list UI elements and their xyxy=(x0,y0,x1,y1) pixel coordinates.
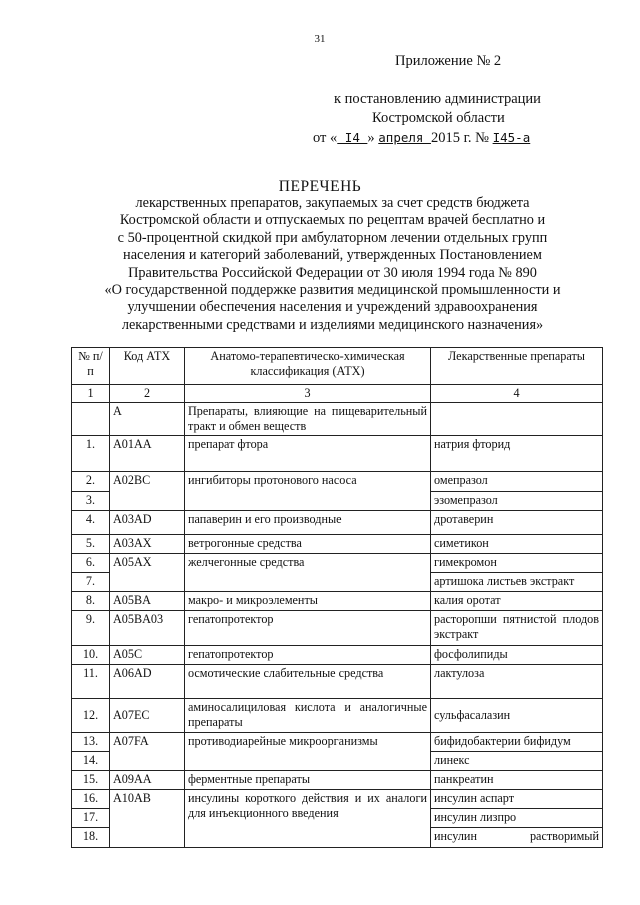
description-line: с 50-процентной скидкой при амбулаторном лечении отдельных групп xyxy=(117,229,548,246)
atc-code: A05AX xyxy=(110,554,185,592)
drug-name: омепразол xyxy=(431,472,603,492)
drug-name: инсулин растворимый xyxy=(431,828,603,848)
section-name: Препараты, влияющие на пищеварительный тракт и обмен веществ xyxy=(185,403,431,436)
table-row xyxy=(72,554,603,573)
column-number: 2 xyxy=(110,385,185,403)
atc-code: A05C xyxy=(110,646,185,665)
table-row xyxy=(72,472,603,492)
table-header-row xyxy=(72,348,603,385)
drug-name: фосфолипиды xyxy=(431,646,603,665)
date-line xyxy=(313,128,530,148)
appendix-title: Приложение № 2 xyxy=(395,53,502,69)
document-number: I45-а xyxy=(492,130,531,145)
header-atc-classification: Анатомо-терапевтическо-химическая классификация (АТХ) xyxy=(185,348,431,385)
atc-code: A01AA xyxy=(110,436,185,472)
resolution-line: к постановлению администрации xyxy=(334,91,541,107)
description-line: населения и категорий заболеваний, утвержденных Постановлением xyxy=(123,247,542,264)
row-number: 4. xyxy=(72,511,110,535)
description-line: Правительства Российской Федерации от 30 июля 1994 года № 890 xyxy=(128,264,537,281)
atc-classification: инсулины короткого действия и их аналоги для инъекционного введения xyxy=(185,790,431,848)
atc-classification: гепатопротектор xyxy=(185,646,431,665)
drug-name: артишока листьев экстракт xyxy=(431,573,603,592)
row-number: 3. xyxy=(72,492,110,511)
row-number: 13. xyxy=(72,733,110,752)
drug-name: расторопши пятнистой плодов экстракт xyxy=(431,611,603,646)
drug-name: линекс xyxy=(431,752,603,771)
drug-name: симетикон xyxy=(431,535,603,554)
drug-name: гимекромон xyxy=(431,554,603,573)
description-line: Костромской области и отпускаемых по рецептам врачей бесплатно и xyxy=(119,212,546,229)
date-prefix: от « xyxy=(313,130,338,146)
atc-code: A05BA xyxy=(110,592,185,611)
row-number: 11. xyxy=(72,665,110,699)
table-row xyxy=(72,511,603,535)
atc-code: A06AD xyxy=(110,665,185,699)
atc-code: A03AD xyxy=(110,511,185,535)
document-title: ПЕРЕЧЕНЬ xyxy=(278,178,362,195)
atc-classification: макро- и микроэлементы xyxy=(185,592,431,611)
row-number: 17. xyxy=(72,809,110,828)
table-row xyxy=(72,665,603,699)
atc-classification: ингибиторы протонового насоса xyxy=(185,472,431,511)
header-atc-code: Код АТХ xyxy=(110,348,185,385)
column-number-row xyxy=(72,385,603,403)
region-line: Костромской области xyxy=(372,110,505,126)
row-number: 16. xyxy=(72,790,110,809)
table-row xyxy=(72,592,603,611)
table-row xyxy=(72,436,603,472)
row-number: 12. xyxy=(72,699,110,733)
atc-classification: противодиарейные микроорганизмы xyxy=(185,733,431,771)
row-number: 10. xyxy=(72,646,110,665)
document-description xyxy=(75,195,590,334)
atc-classification: аминосалициловая кислота и аналогичные препараты xyxy=(185,699,431,733)
drug-name: натрия фторид xyxy=(431,436,603,472)
row-number: 5. xyxy=(72,535,110,554)
description-line: лекарственными средствами и изделиями медицинского назначения» xyxy=(121,316,544,333)
description-line: лекарственных препаратов, закупаемых за счет средств бюджета xyxy=(135,195,530,211)
drug-name: инсулин аспарт xyxy=(431,790,603,809)
atc-classification: ветрогонные средства xyxy=(185,535,431,554)
page-number: 31 xyxy=(314,33,326,45)
drug-name: калия оротат xyxy=(431,592,603,611)
description-line: улучшении обеспечения населения и учреждений здравоохранения xyxy=(127,299,538,316)
column-number: 4 xyxy=(431,385,603,403)
atc-classification: ферментные препараты xyxy=(185,771,431,790)
date-mid: » xyxy=(367,130,375,146)
drug-name: сульфасалазин xyxy=(431,699,603,733)
row-number: 7. xyxy=(72,573,110,592)
atc-classification: гепатопротектор xyxy=(185,611,431,646)
drug-name: инсулин лизпро xyxy=(431,809,603,828)
drug-name: лактулоза xyxy=(431,665,603,699)
row-number: 9. xyxy=(72,611,110,646)
table-row xyxy=(72,535,603,554)
atc-classification: желчегонные средства xyxy=(185,554,431,592)
table-row xyxy=(72,790,603,809)
atc-code: A05BA03 xyxy=(110,611,185,646)
row-number: 18. xyxy=(72,828,110,848)
description-line: «О государственной поддержке развития медицинской промышленности и xyxy=(104,282,561,299)
drug-name: бифидобактерии бифидум xyxy=(431,733,603,752)
row-number: 1. xyxy=(72,436,110,472)
row-number: 6. xyxy=(72,554,110,573)
header-number: № п/п xyxy=(72,348,110,385)
section-code: А xyxy=(110,403,185,436)
date-year: 2015 г. № xyxy=(430,130,489,146)
row-number: 15. xyxy=(72,771,110,790)
atc-classification: осмотические слабительные средства xyxy=(185,665,431,699)
table-row xyxy=(72,699,603,733)
column-number: 1 xyxy=(72,385,110,403)
row-number: 2. xyxy=(72,472,110,492)
atc-code: A09AA xyxy=(110,771,185,790)
table-row xyxy=(72,771,603,790)
table-row xyxy=(72,646,603,665)
row-number: 8. xyxy=(72,592,110,611)
atc-code: A10AB xyxy=(110,790,185,848)
header-drugs: Лекарственные препараты xyxy=(431,348,603,385)
atc-classification: папаверин и его производные xyxy=(185,511,431,535)
drug-name: эзомепразол xyxy=(431,492,603,511)
date-day: I4 xyxy=(337,130,368,145)
atc-code: A03AX xyxy=(110,535,185,554)
drug-name: панкреатин xyxy=(431,771,603,790)
atc-code: A07EC xyxy=(110,699,185,733)
atc-code: A02BC xyxy=(110,472,185,511)
column-number: 3 xyxy=(185,385,431,403)
table-row xyxy=(72,733,603,752)
section-row xyxy=(72,403,603,436)
row-number: 14. xyxy=(72,752,110,771)
drug-name: дротаверин xyxy=(431,511,603,535)
atc-classification: препарат фтора xyxy=(185,436,431,472)
drug-list-table xyxy=(71,347,603,848)
table-row xyxy=(72,611,603,646)
date-month: апреля xyxy=(378,130,431,145)
atc-code: A07FA xyxy=(110,733,185,771)
